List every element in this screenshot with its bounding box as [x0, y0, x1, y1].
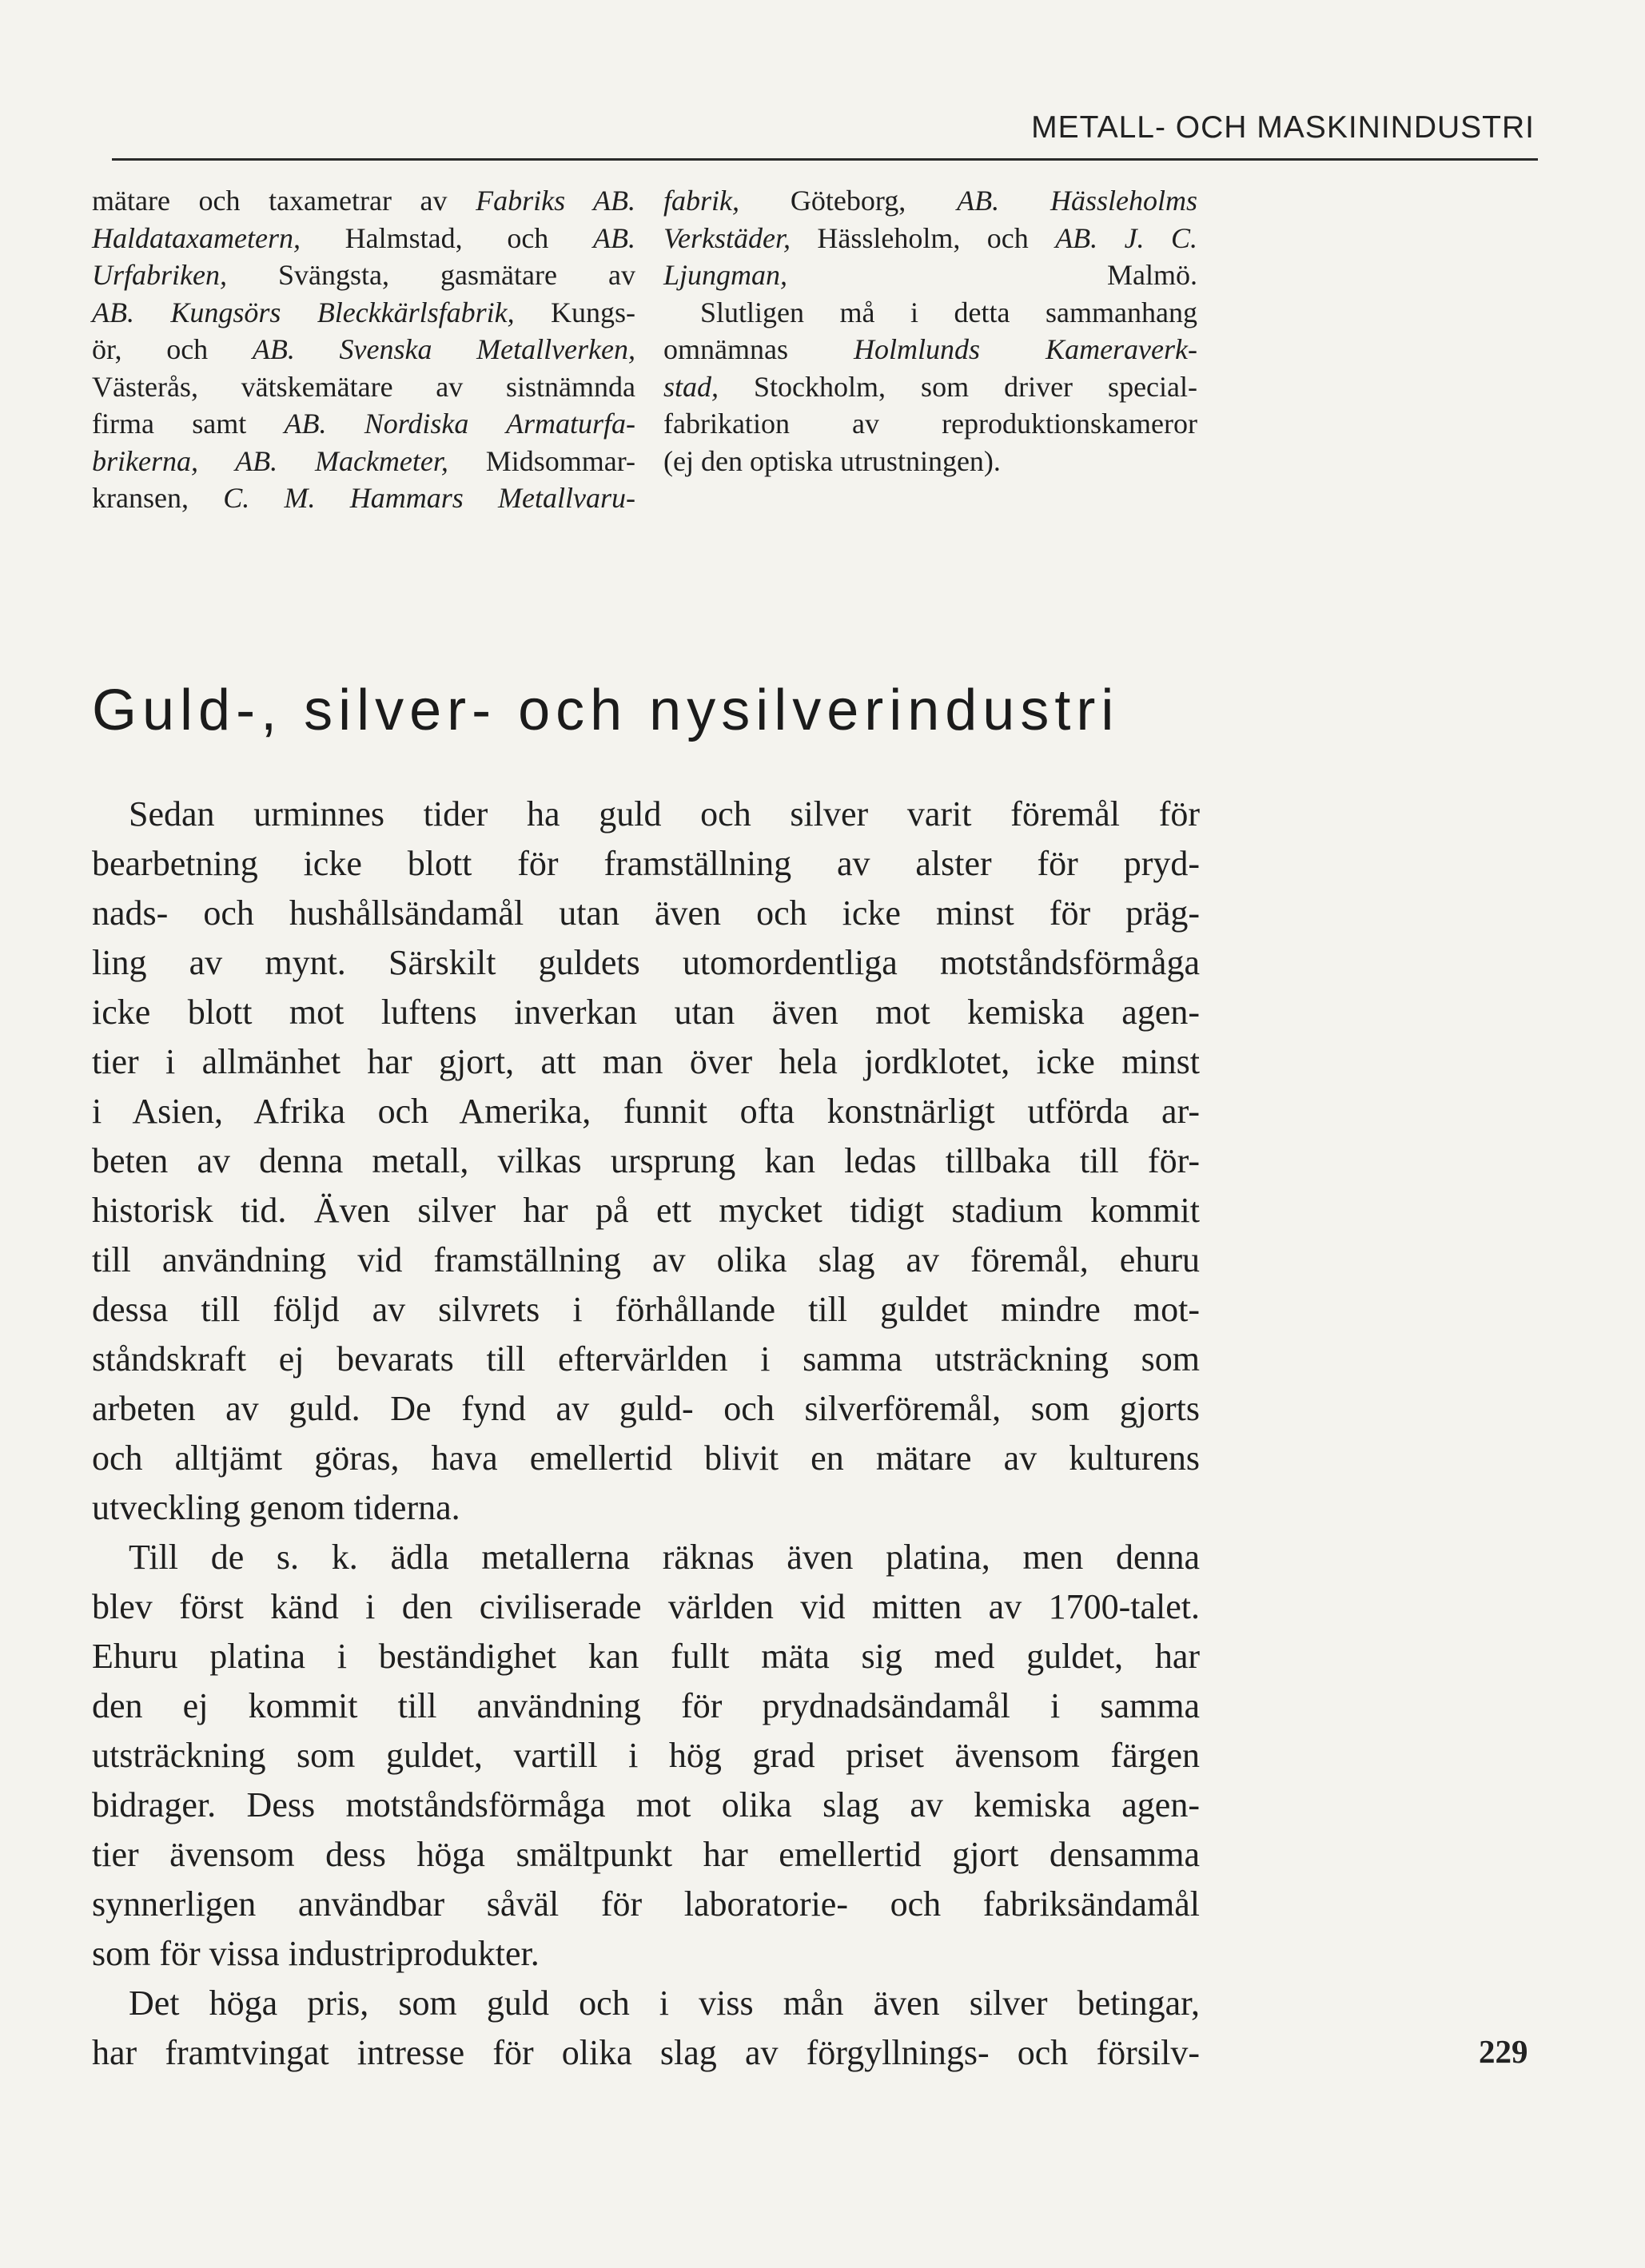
text-run: Holmlunds Kameraverk- — [854, 333, 1197, 365]
text-run: Hässleholm, och — [790, 221, 1056, 254]
text-run: stad, — [663, 370, 719, 403]
text-run: (ej den optiska utrustningen). — [663, 444, 1001, 477]
body-line: Till de s. k. ädla metallerna räknas även platina, men denna — [129, 1538, 1200, 1577]
text-run: AB. Svenska Metallverken, — [252, 333, 636, 365]
text-run: ör, och — [92, 333, 253, 365]
column-line — [663, 331, 1197, 368]
body-line: utveckling genom tiderna. — [92, 1488, 460, 1527]
column-line — [663, 220, 1197, 257]
text-run: mätare och taxametrar av — [92, 185, 476, 217]
column-line — [92, 182, 635, 220]
body-line: beten av denna metall, vilkas ursprung kan ledas tillbaka till för- — [92, 1141, 1200, 1180]
text-run: AB. — [593, 221, 635, 254]
body-line: dessa till följd av silvrets i förhållande till guldet mindre mot- — [92, 1290, 1200, 1329]
text-run: Malmö. — [787, 259, 1197, 291]
body-line: Ehuru platina i beständighet kan fullt mäta sig med guldet, har — [92, 1637, 1200, 1676]
body-line: ståndskraft ej bevarats till eftervärlden i samma utsträckning som — [92, 1339, 1200, 1379]
text-run: Västerås, vätskemätare av sistnämnda — [92, 370, 635, 403]
text-run: Göteborg, — [739, 185, 958, 217]
column-line — [663, 443, 1197, 480]
column-line — [92, 331, 635, 368]
column-line — [92, 405, 635, 443]
body-line: till användning vid framställning av olika slag av föremål, ehuru — [92, 1240, 1200, 1279]
column-line — [663, 294, 1197, 332]
column-line — [92, 479, 635, 517]
text-run: C. M. Hammars Metallvaru- — [223, 482, 635, 514]
page-number: 229 — [1479, 2033, 1528, 2070]
column-line — [663, 257, 1197, 294]
body-line: har framtvingat intresse för olika slag av förgyllnings- och försilv- — [92, 2033, 1200, 2072]
column-line — [663, 368, 1197, 406]
body-line: nads- och hushållsändamål utan även och icke minst för präg- — [92, 893, 1200, 933]
text-run: Svängsta, gasmätare av — [226, 259, 635, 291]
text-run: Verkstäder, — [663, 221, 791, 254]
body-line: Det höga pris, som guld och i viss mån även silver betingar, — [129, 1984, 1200, 2023]
body-line: utsträckning som guldet, vartill i hög grad priset ävensom färgen — [92, 1736, 1200, 1775]
column-line — [663, 405, 1197, 443]
text-run: fabrikation av reproduktionskameror — [663, 408, 1197, 440]
running-head: METALL- OCH MASKININDUSTRI — [1031, 110, 1535, 145]
body-text — [92, 790, 1200, 2078]
text-run: Fabriks AB. — [476, 185, 635, 217]
text-run: kransen, — [92, 482, 224, 514]
text-run: fabrik, — [663, 185, 739, 217]
text-run: AB. Kungsörs Bleckkärlsfabrik, — [92, 296, 515, 328]
text-run: Stockholm, som driver special- — [719, 370, 1197, 403]
column-line — [92, 368, 635, 406]
text-run: Halmstad, och — [300, 221, 594, 254]
text-run: Slutligen må i detta sammanhang — [700, 296, 1197, 328]
body-line: arbeten av guld. De fynd av guld- och silverföremål, som gjorts — [92, 1389, 1200, 1428]
body-line: icke blott mot luftens inverkan utan även mot kemiska agen- — [92, 993, 1200, 1032]
column-line — [663, 182, 1197, 220]
text-run: omnämnas — [663, 333, 854, 365]
column-line — [92, 294, 635, 332]
body-line: historisk tid. Även silver har på ett mycket tidigt stadium kommit — [92, 1191, 1200, 1230]
body-line: i Asien, Afrika och Amerika, funnit ofta konstnärligt utförda ar- — [92, 1092, 1200, 1131]
text-run: AB. Nordiska Armaturfa- — [284, 408, 635, 440]
column-line — [92, 257, 635, 294]
body-line: bearbetning icke blott för framställning av alster för pryd- — [92, 844, 1200, 883]
body-line: och alltjämt göras, hava emellertid blivit en mätare av kulturens — [92, 1438, 1200, 1478]
body-line: bidrager. Dess motståndsförmåga mot olika slag av kemiska agen- — [92, 1785, 1200, 1824]
body-line: som för vissa industriprodukter. — [92, 1934, 540, 1973]
left-column — [92, 182, 635, 517]
text-run: Ljungman, — [663, 259, 788, 291]
text-run: Urfabriken, — [92, 259, 227, 291]
body-line: tier i allmänhet har gjort, att man över hela jordklotet, icke minst — [92, 1042, 1200, 1081]
column-line — [92, 220, 635, 257]
body-line: ling av mynt. Särskilt guldets utomordentliga motståndsförmåga — [92, 943, 1200, 982]
text-run: Haldataxametern, — [92, 221, 301, 254]
body-line: Sedan urminnes tider ha guld och silver varit föremål för — [129, 794, 1200, 834]
body-line: den ej kommit till användning för prydnadsändamål i samma — [92, 1686, 1200, 1725]
text-run: AB. Hässleholms — [957, 185, 1197, 217]
body-line: blev först känd i den civiliserade världen vid mitten av 1700-talet. — [92, 1587, 1200, 1626]
text-run: firma samt — [92, 408, 285, 440]
section-title: Guld-, silver- och nysilverindustri — [92, 678, 1120, 742]
column-line — [92, 443, 635, 480]
header-rule — [112, 158, 1538, 161]
right-column — [663, 182, 1197, 479]
body-line: tier ävensom dess höga smältpunkt har emellertid gjort densamma — [92, 1835, 1200, 1874]
text-run: Kungs- — [514, 296, 635, 328]
text-run: AB. J. C. — [1055, 221, 1197, 254]
text-run: Midsommar- — [448, 444, 635, 477]
body-line: synnerligen användbar såväl för laboratorie- och fabriksändamål — [92, 1884, 1200, 1924]
text-run: brikerna, AB. Mackmeter, — [92, 444, 448, 477]
